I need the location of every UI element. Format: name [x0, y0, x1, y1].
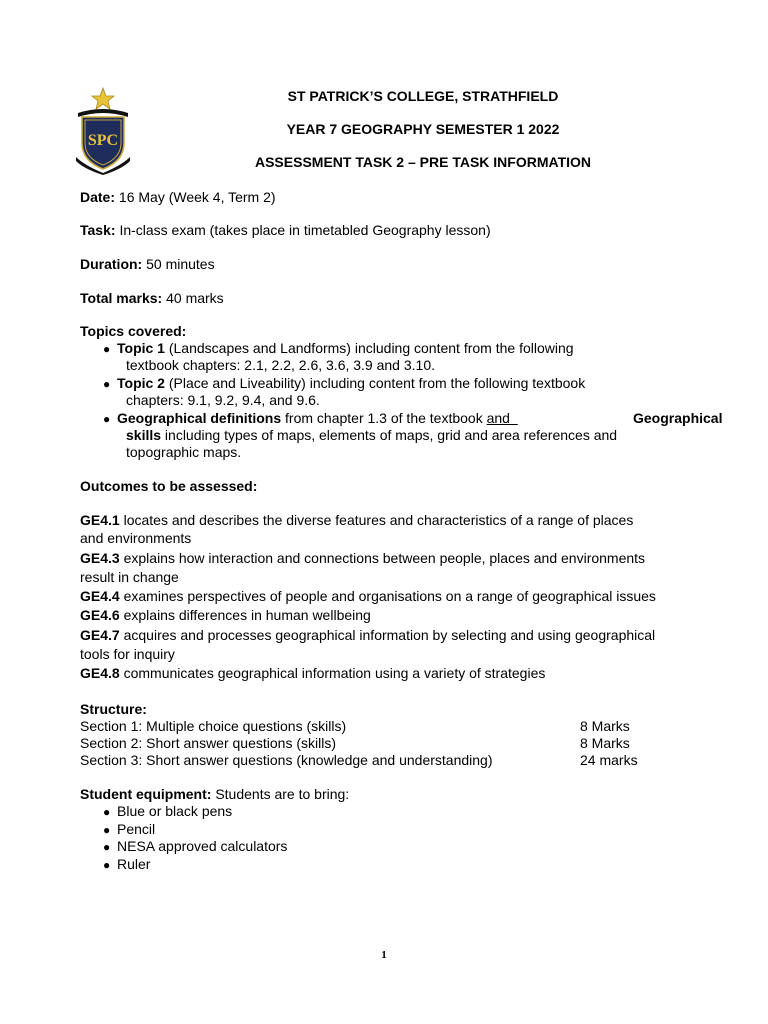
bullet-icon: ●: [103, 805, 111, 819]
duration-label: Duration:: [80, 256, 143, 272]
bullet-icon: ●: [103, 342, 111, 356]
outcome-code: GE4.8: [80, 665, 120, 681]
page-number: 1: [381, 949, 387, 961]
equipment-item: NESA approved calculators: [117, 838, 288, 854]
equipment-field: [80, 786, 349, 802]
outcome-text: locates and describes the diverse features and characteristics of a range of places: [123, 512, 634, 528]
outcome-ge4-3-cont: result in change: [80, 569, 179, 585]
outcome-text: explains differences in human wellbeing: [123, 607, 371, 623]
bullet-icon: ●: [103, 858, 111, 872]
task-value: In-class exam (takes place in timetabled Geography lesson): [119, 222, 491, 238]
equipment-item: Pencil: [117, 821, 156, 837]
equipment-item: Ruler: [117, 856, 151, 872]
equipment-intro: Students are to bring:: [215, 786, 350, 802]
topic-3-text-2: including types of maps, elements of maps, grid and area references and: [164, 427, 618, 443]
task-title: ASSESSMENT TASK 2 – PRE TASK INFORMATION: [254, 154, 592, 170]
topic-1-text: (Landscapes and Landforms) including content from the following: [168, 340, 574, 356]
topic-3-label: Geographical definitions: [117, 410, 282, 426]
outcome-ge4-6: [80, 607, 371, 623]
duration-value: 50 minutes: [146, 256, 215, 272]
bullet-icon: ●: [103, 840, 111, 854]
total-marks-field: [80, 290, 224, 306]
outcome-ge4-1-cont: and environments: [80, 530, 192, 546]
total-marks-value: 40 marks: [166, 290, 224, 306]
date-field: [80, 189, 276, 205]
date-label: Date:: [80, 189, 116, 205]
topic-3-and: and: [486, 410, 510, 426]
outcome-ge4-4: [80, 588, 656, 604]
structure-section-1: Section 1: Multiple choice questions (skills): [80, 718, 347, 734]
bullet-icon: ●: [103, 823, 111, 837]
structure-section-2: Section 2: Short answer questions (skills): [80, 735, 336, 751]
topic-3-line-2: [126, 427, 617, 443]
task-label: Task:: [80, 222, 116, 238]
duration-field: [80, 256, 215, 272]
topic-3-line-3: topographic maps.: [126, 444, 242, 460]
outcome-ge4-7-cont: tools for inquiry: [80, 646, 175, 662]
outcome-text: explains how interaction and connections between people, places and environments: [123, 550, 646, 566]
school-crest-image: [74, 87, 132, 175]
structure-section-2-marks: 8 Marks: [580, 735, 630, 751]
equipment-item: Blue or black pens: [117, 803, 233, 819]
outcome-code: GE4.7: [80, 627, 120, 643]
topic-2-line-1: [117, 375, 585, 391]
outcome-code: GE4.3: [80, 550, 120, 566]
course-title: YEAR 7 GEOGRAPHY SEMESTER 1 2022: [286, 121, 560, 137]
school-crest: [74, 87, 132, 175]
date-value: 16 May (Week 4, Term 2): [118, 189, 276, 205]
bullet-icon: ●: [103, 412, 111, 426]
equipment-label: Student equipment:: [80, 786, 212, 802]
outcome-ge4-8: [80, 665, 545, 681]
outcomes-heading: Outcomes to be assessed:: [80, 478, 258, 494]
task-field: [80, 222, 491, 238]
underline-gap: [510, 410, 518, 426]
outcome-text: acquires and processes geographical information by selecting and using geographical: [123, 627, 656, 643]
topic-2-line-2: chapters: 9.1, 9.2, 9.4, and 9.6.: [126, 392, 320, 408]
outcome-ge4-7: [80, 627, 655, 643]
topics-heading: Topics covered:: [80, 323, 187, 339]
topic-3-text: from chapter 1.3 of the textbook: [285, 410, 483, 426]
outcome-code: GE4.1: [80, 512, 120, 528]
topic-2-text: (Place and Liveability) including content from the following textbook: [168, 375, 586, 391]
outcome-text: communicates geographical information using a variety of strategies: [123, 665, 546, 681]
topic-3-skills-word: skills: [126, 427, 162, 443]
school-name: ST PATRICK’S COLLEGE, STRATHFIELD: [287, 88, 559, 104]
topic-1-label: Topic 1: [117, 340, 165, 356]
total-marks-label: Total marks:: [80, 290, 163, 306]
structure-section-3-marks: 24 marks: [580, 752, 638, 768]
topic-3-line-1: [117, 410, 518, 426]
outcome-code: GE4.6: [80, 607, 120, 623]
topic-3-skills-label: Geographical: [633, 410, 723, 426]
topic-1-line-1: [117, 340, 574, 356]
structure-section-3: Section 3: Short answer questions (knowledge and understanding): [80, 752, 493, 768]
svg-text:SPC: SPC: [87, 132, 119, 149]
outcome-text: examines perspectives of people and organisations on a range of geographical issues: [123, 588, 656, 604]
topic-2-label: Topic 2: [117, 375, 165, 391]
outcome-ge4-1: [80, 512, 633, 528]
outcome-ge4-3: [80, 550, 645, 566]
topic-1-line-2: textbook chapters: 2.1, 2.2, 2.6, 3.6, 3.9 and 3.10.: [126, 357, 435, 373]
structure-heading: Structure:: [80, 701, 147, 717]
structure-section-1-marks: 8 Marks: [580, 718, 630, 734]
bullet-icon: ●: [103, 377, 111, 391]
outcome-code: GE4.4: [80, 588, 120, 604]
